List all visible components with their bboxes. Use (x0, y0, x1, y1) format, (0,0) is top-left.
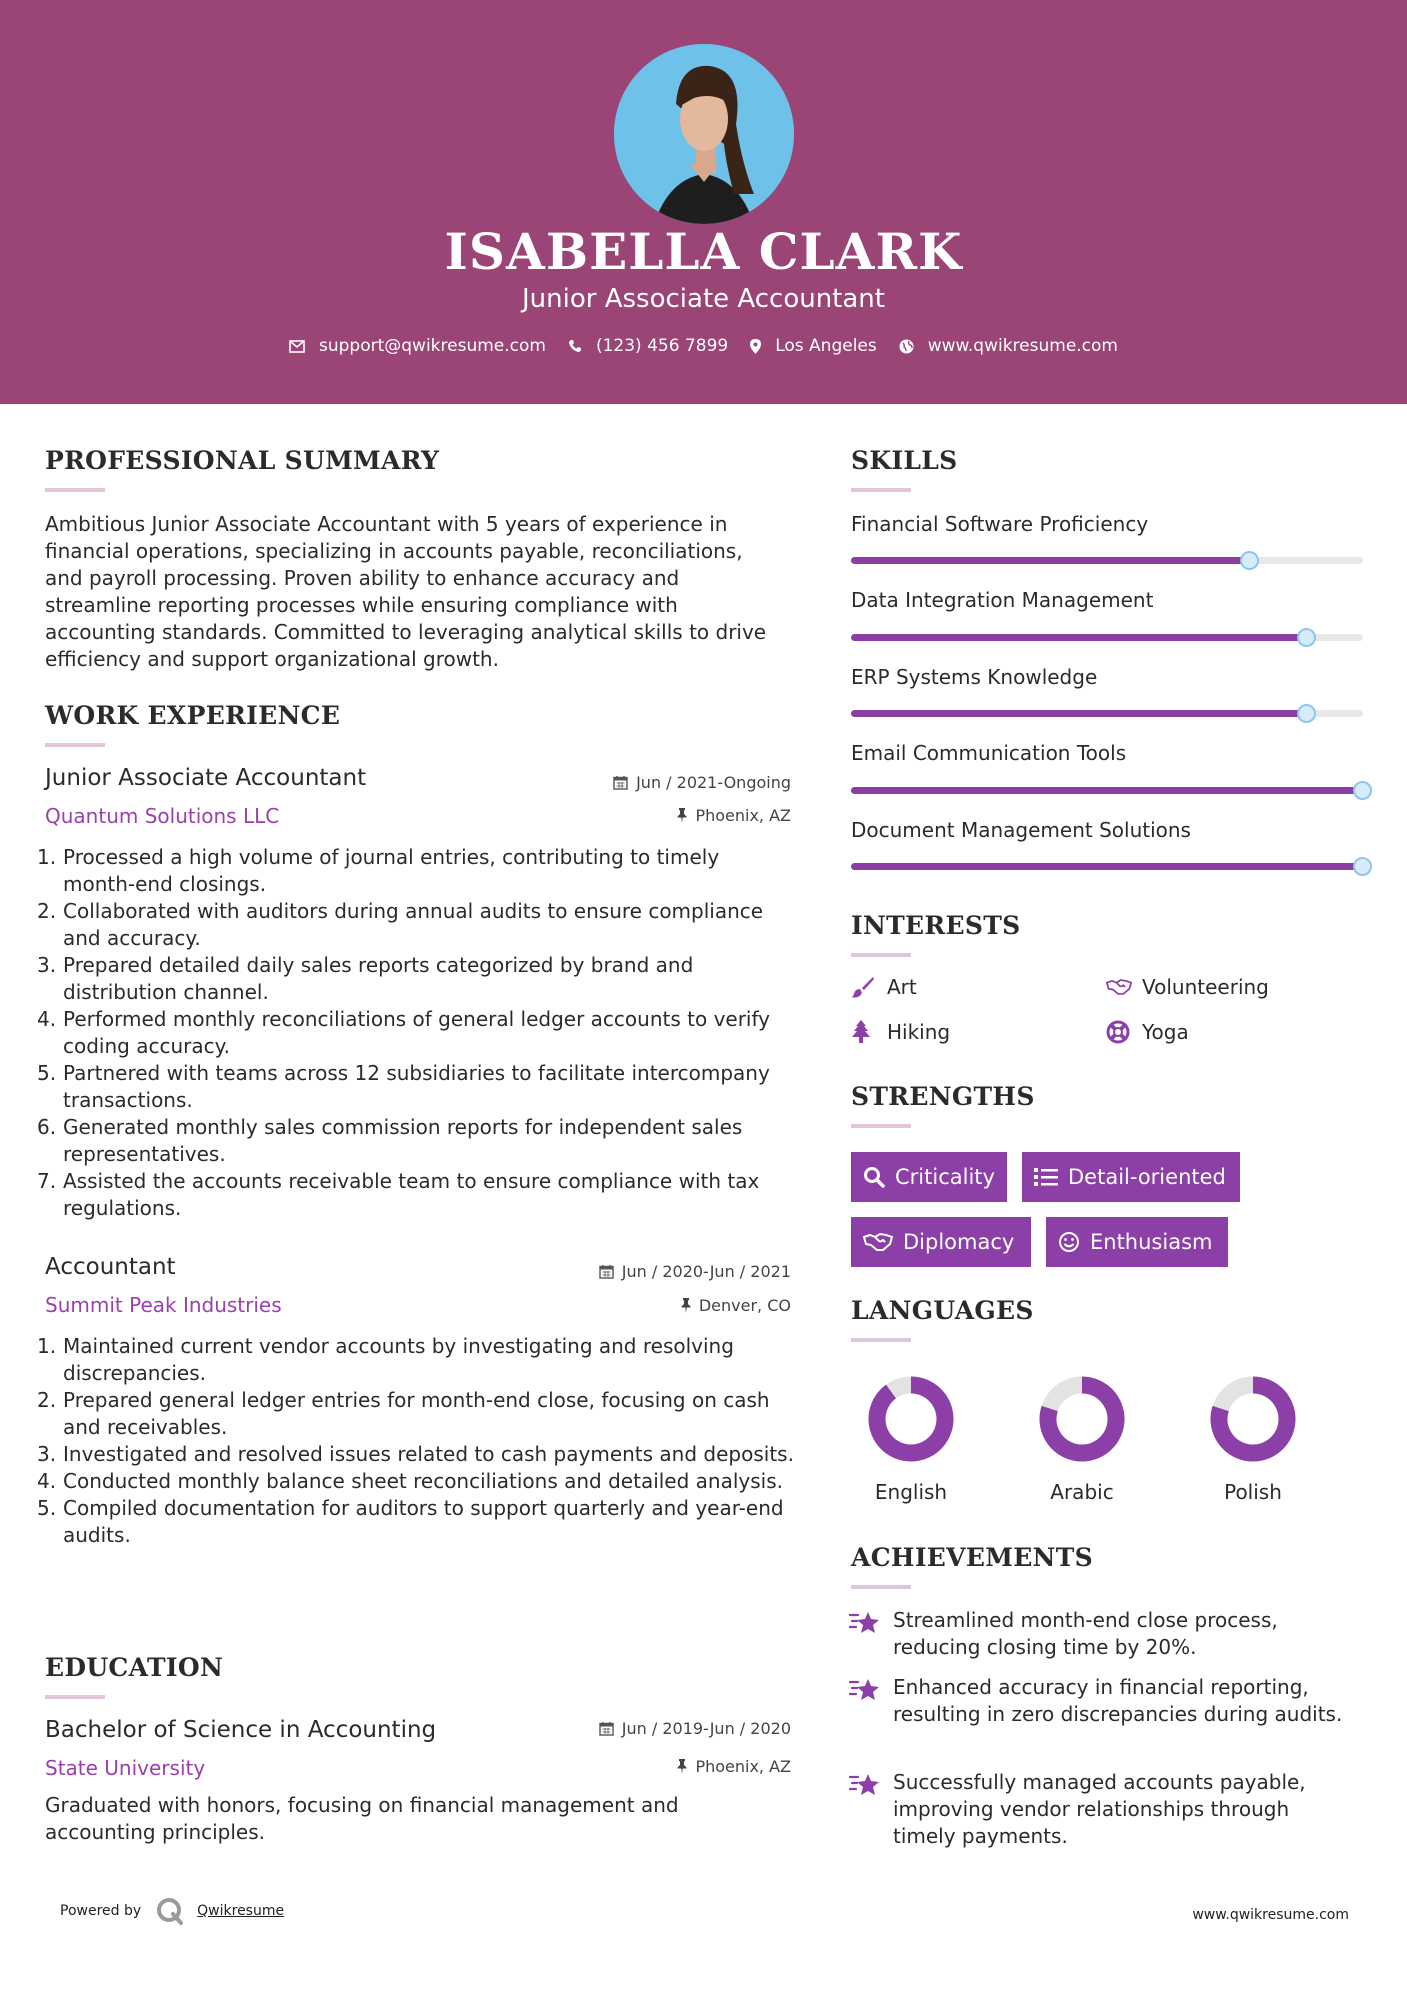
skill-label: Financial Software Proficiency (851, 512, 1149, 536)
list-item: 2. Prepared general ledger entries for month-end close, focusing on cash and receivables. (37, 1388, 770, 1439)
summary-heading: PROFESSIONAL SUMMARY (45, 446, 440, 475)
achievement-item: Enhanced accuracy in financial reporting, resulting in zero discrepancies during audits. (849, 1674, 1349, 1728)
skill-bar-knob (1353, 781, 1372, 800)
candidate-title: Junior Associate Accountant (522, 284, 885, 314)
experience-heading: WORK EXPERIENCE (45, 701, 341, 730)
skill-label: Document Management Solutions (851, 818, 1191, 842)
achievement-item: Successfully managed accounts payable, improving vendor relationships through timely payments. (849, 1769, 1349, 1850)
skill-bar (851, 710, 1363, 717)
language-label: Polish (1224, 1480, 1282, 1504)
skill-bar-knob (1297, 628, 1316, 647)
skill-bar-fill (851, 634, 1307, 641)
education-description: Graduated with honors, focusing on financial management and accounting principles. (45, 1793, 679, 1844)
smile-icon (1058, 1231, 1080, 1253)
job-dates: Jun / 2020-Jun / 2021 (520, 1262, 791, 1281)
language-donut-fill (877, 1385, 945, 1453)
skill-bar-fill (851, 787, 1363, 794)
section-divider (851, 1124, 911, 1128)
list-item: 3. Prepared detailed daily sales reports categorized by brand and distribution channel. (37, 953, 694, 1004)
footer-powered-by: Powered by Qwikresume (60, 1896, 284, 1926)
skill-label: Email Communication Tools (851, 741, 1127, 765)
degree-title: Bachelor of Science in Accounting (45, 1717, 437, 1743)
job-duties-list (37, 1333, 795, 1549)
pushpin-icon (681, 1298, 691, 1313)
job-title: Accountant (45, 1254, 176, 1280)
interest-item: Yoga (1106, 1020, 1189, 1044)
skills-heading: SKILLS (851, 446, 958, 475)
strengths-heading: STRENGTHS (851, 1082, 1035, 1111)
list-item: 1. Maintained current vendor accounts by investigating and resolving discrepancies. (37, 1334, 734, 1385)
section-divider (45, 1695, 105, 1699)
list-item: 2. Collaborated with auditors during annual audits to ensure compliance and accuracy. (37, 899, 764, 950)
list-item: 1. Processed a high volume of journal entries, contributing to timely month-end closings. (37, 845, 720, 896)
strength-tag: Criticality (851, 1152, 1007, 1202)
section-divider (851, 1585, 911, 1589)
school-name: State University (45, 1756, 206, 1780)
job-dates: Jun / 2021-Ongoing (520, 773, 791, 792)
pushpin-icon (677, 808, 687, 823)
strength-tag: Enthusiasm (1046, 1217, 1228, 1267)
list-item: 4. Conducted monthly balance sheet reconciliations and detailed analysis. (37, 1469, 783, 1493)
shooting-star-icon (849, 1769, 893, 1850)
qwikresume-logo-icon (155, 1896, 185, 1926)
section-divider (45, 488, 105, 492)
calendar-icon (613, 775, 628, 790)
skill-bar-knob (1353, 857, 1372, 876)
language-donut (1208, 1374, 1298, 1464)
list-item: 6. Generated monthly sales commission reports for independent sales representatives. (37, 1115, 743, 1166)
handshake-icon (1106, 977, 1132, 997)
job-duties-list (37, 844, 795, 1222)
education-dates: Jun / 2019-Jun / 2020 (520, 1719, 791, 1738)
company-name: Quantum Solutions LLC (45, 804, 280, 828)
skill-bar-knob (1240, 551, 1259, 570)
education-location: Phoenix, AZ (520, 1757, 791, 1776)
contact-location: Los Angeles (750, 336, 877, 356)
resume-header (0, 0, 1407, 404)
shooting-star-icon (849, 1674, 893, 1728)
skill-label: ERP Systems Knowledge (851, 665, 1098, 689)
envelope-icon (289, 340, 305, 353)
interest-item: Art (851, 975, 917, 999)
list-icon (1034, 1167, 1058, 1187)
company-name: Summit Peak Industries (45, 1293, 282, 1317)
lifering-icon (1106, 1020, 1132, 1044)
handshake-icon (863, 1232, 893, 1252)
language-label: Arabic (1050, 1480, 1114, 1504)
contact-bar (0, 336, 1407, 356)
shooting-star-icon (849, 1607, 893, 1661)
interest-item: Volunteering (1106, 975, 1269, 999)
map-marker-icon (750, 339, 761, 354)
calendar-icon (599, 1264, 614, 1279)
job-location: Denver, CO (520, 1296, 791, 1315)
languages-heading: LANGUAGES (851, 1296, 1034, 1325)
skill-bar-fill (851, 863, 1363, 870)
achievement-item: Streamlined month-end close process, reducing closing time by 20%. (849, 1607, 1349, 1661)
job-location: Phoenix, AZ (520, 806, 791, 825)
calendar-icon (599, 1721, 614, 1736)
strength-tag: Detail-oriented (1022, 1152, 1240, 1202)
achievements-heading: ACHIEVEMENTS (851, 1543, 1093, 1572)
skill-bar (851, 634, 1363, 641)
profile-photo (614, 44, 794, 224)
contact-email[interactable]: support@qwikresume.com (289, 336, 546, 356)
job-title: Junior Associate Accountant (45, 765, 367, 791)
summary-text: Ambitious Junior Associate Accountant with 5 years of experience in financial operations, specializing in accounts payable, reconciliations, and payroll processing. Proven ability to enhance accuracy and streamline reporting processes while ensuring compliance with accounting standards. Committed to leveraging analytical skills to drive efficiency and support organizational growth. (45, 512, 767, 671)
footer-brand-link[interactable]: Qwikresume (197, 1903, 285, 1919)
pushpin-icon (677, 1759, 687, 1774)
skill-bar (851, 787, 1363, 794)
footer-url[interactable]: www.qwikresume.com (1192, 1907, 1349, 1923)
language-donut (1037, 1374, 1127, 1464)
skill-bar-fill (851, 710, 1307, 717)
search-icon (863, 1166, 885, 1188)
globe-icon (899, 339, 914, 354)
skill-bar (851, 863, 1363, 870)
skill-bar-knob (1297, 704, 1316, 723)
education-heading: EDUCATION (45, 1653, 224, 1682)
skill-label: Data Integration Management (851, 588, 1154, 612)
language-donut (866, 1374, 956, 1464)
contact-phone[interactable]: (123) 456 7899 (568, 336, 728, 356)
tree-icon (851, 1020, 877, 1044)
contact-website[interactable]: www.qwikresume.com (899, 336, 1118, 356)
list-item: 5. Compiled documentation for auditors to support quarterly and year-end audits. (37, 1496, 784, 1547)
list-item: 7. Assisted the accounts receivable team to ensure compliance with tax regulations. (37, 1169, 760, 1220)
interest-item: Hiking (851, 1020, 950, 1044)
list-item: 4. Performed monthly reconciliations of general ledger accounts to verify coding accuracy. (37, 1007, 771, 1058)
phone-icon (568, 339, 582, 353)
section-divider (851, 488, 911, 492)
list-item: 5. Partnered with teams across 12 subsidiaries to facilitate intercompany transactions. (37, 1061, 770, 1112)
section-divider (851, 1338, 911, 1342)
section-divider (851, 953, 911, 957)
strength-tag: Diplomacy (851, 1217, 1031, 1267)
interests-heading: INTERESTS (851, 911, 1021, 940)
section-divider (45, 743, 105, 747)
language-label: English (874, 1480, 948, 1504)
skill-bar-fill (851, 557, 1250, 564)
candidate-name: ISABELLA CLARK (444, 222, 963, 281)
paintbrush-icon (851, 976, 877, 998)
list-item: 3. Investigated and resolved issues related to cash payments and deposits. (37, 1442, 794, 1466)
skill-bar (851, 557, 1363, 564)
